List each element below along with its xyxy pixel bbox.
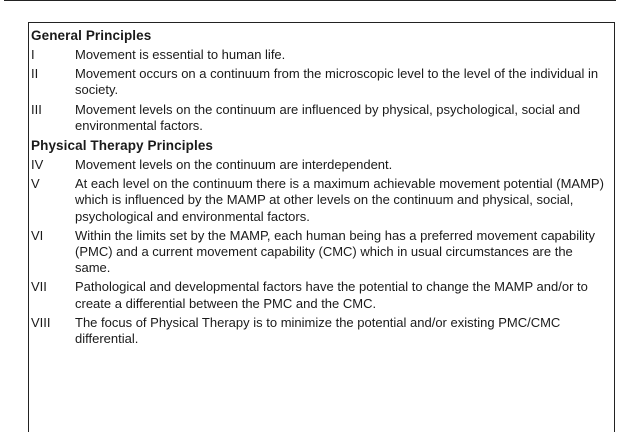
list-item [31,228,611,277]
list-item [31,176,611,225]
list-item [31,279,611,311]
box-left-border [28,22,29,432]
principle-text: Movement occurs on a continuum from the microscopic level to the level of the individual in society. [75,66,599,98]
section-general-principles [31,27,611,134]
principles-box [31,27,611,350]
principle-text: Movement levels on the continuum are interdependent. [75,157,393,173]
principle-text: At each level on the continuum there is a maximum achievable movement potential (MAMP) which is influenced by the MAMP at other levels on the continuum and physical, social, psychological and environmental factors. [75,176,604,224]
roman-numeral: IV [31,157,44,173]
section-heading: General Principles [31,28,152,43]
roman-numeral: VI [31,227,44,243]
box-top-border [28,22,614,23]
box-right-border [614,22,615,432]
roman-numeral: VII [31,279,47,295]
list-item [31,315,611,347]
principle-text: Movement is essential to human life. [75,47,286,62]
roman-numeral: VIII [31,314,51,330]
list-item [31,157,611,173]
list-item [31,102,611,134]
roman-numeral: V [31,176,40,192]
list-item [31,47,611,63]
roman-numeral: II [31,66,39,82]
list-item [31,66,611,98]
section-heading: Physical Therapy Principles [31,138,214,154]
roman-numeral: III [31,101,42,117]
roman-numeral: I [31,47,35,62]
section-physical-therapy-principles [31,137,611,347]
principle-text: Within the limits set by the MAMP, each human being has a preferred movement capability (PMC) and a current movement capability (CMC) which in usual circumstances are the same. [75,227,596,276]
principle-text: Movement levels on the continuum are influenced by physical, psychological, social and environmental factors. [75,101,581,133]
principle-text: The focus of Physical Therapy is to minimize the potential and/or existing PMC/CMC differential. [75,314,561,347]
principle-text: Pathological and developmental factors have the potential to change the MAMP and/or to create a differential between the PMC and the CMC. [75,279,588,311]
top-rule [4,0,616,1]
